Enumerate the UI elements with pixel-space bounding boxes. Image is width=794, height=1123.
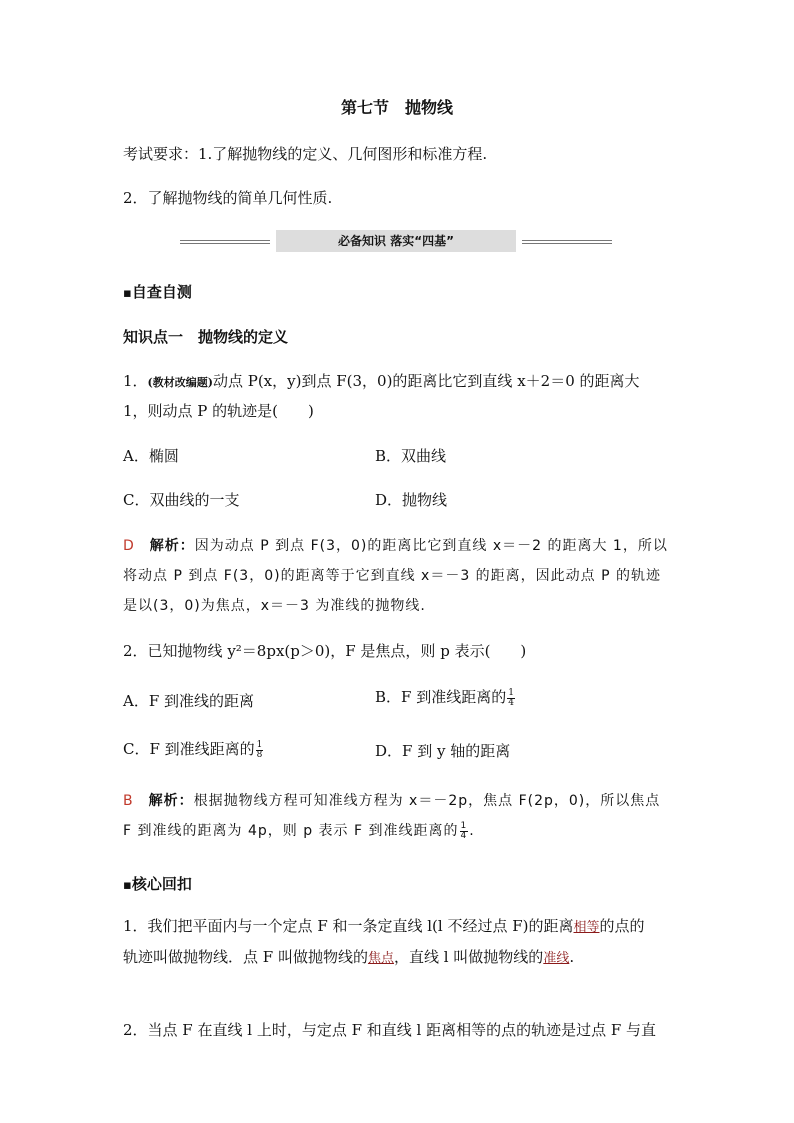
section-core-label: 核心回扣 <box>131 875 192 893</box>
question-1-number: 1． <box>123 372 148 390</box>
question-2-option-c-fraction <box>256 741 264 760</box>
question-2-text: 已知抛物线 y²＝8px(p＞0)，F 是焦点，则 p 表示( ) <box>147 642 527 660</box>
core-1-blank-directrix: 准线 <box>543 951 570 966</box>
banner-rule-right <box>522 240 612 244</box>
fraction-numerator: 1 <box>508 687 514 698</box>
question-2-analysis-text-2: F 到准线的距离为 4p，则 p 表示 F 到准线距离的 <box>123 823 459 839</box>
question-1-analysis-line-2: 将动点 P 到点 F(3，0)的距离等于它到直线 x＝－3 的距离，因此动点 P 的轨迹 <box>123 568 662 584</box>
core-1-blank-focus: 焦点 <box>367 951 394 966</box>
fraction-denominator: 4 <box>460 830 468 841</box>
question-2-line <box>123 640 526 661</box>
page-title: 第七节 抛物线 <box>340 98 453 117</box>
core-2-line: 2．当点 F 在直线 l 上时，与定点 F 和直线 l 距离相等的点的轨迹是过点 F 与直 <box>123 1021 657 1039</box>
section-self-check-label: 自查自测 <box>131 283 192 301</box>
question-1-option-d: D．抛物线 <box>375 491 448 509</box>
question-2-analysis-end: . <box>469 823 475 839</box>
core-1-text-2c: . <box>569 948 575 966</box>
core-1-text-1a: 1．我们把平面内与一个定点 F 和一条定直线 l(l 不经过点 F)的距离 <box>123 917 574 935</box>
fraction-denominator: 4 <box>508 697 514 708</box>
question-1-line-1 <box>123 370 640 391</box>
requirement-line-2: 2．了解抛物线的简单几何性质. <box>123 189 333 207</box>
banner-rule-left <box>180 240 270 244</box>
question-1-analysis-text-1: 因为动点 P 到点 F(3，0)的距离比它到直线 x＝－2 的距离大 1，所以 <box>194 538 668 554</box>
section-core <box>123 873 192 894</box>
core-1-text-1b: 的点的 <box>599 917 645 935</box>
question-2-analysis-fraction <box>460 822 469 841</box>
question-1-analysis-label: 解析： <box>149 538 195 554</box>
question-1-line-2: 1，则动点 P 的轨迹是( ) <box>123 402 314 420</box>
core-1-line-1 <box>123 915 645 936</box>
fraction-numerator: 1 <box>460 820 468 831</box>
section-marker-icon: ▪ <box>123 286 132 301</box>
banner-label: 必备知识 落实“四基” <box>276 230 516 252</box>
question-1-analysis-line-1 <box>123 535 668 555</box>
fraction-numerator: 1 <box>256 739 263 750</box>
question-1-option-b: B．双曲线 <box>375 447 447 465</box>
question-2-option-c <box>123 738 264 760</box>
question-2-option-b-text: B．F 到准线距离的 <box>375 688 507 706</box>
knowledge-point-heading: 知识点一 抛物线的定义 <box>123 328 289 346</box>
core-1-line-2 <box>123 946 574 967</box>
section-self-check <box>123 281 192 302</box>
question-2-option-b-fraction <box>507 689 515 708</box>
question-2-analysis-text-1: 根据抛物线方程可知准线方程为 x＝－2p，焦点 F(2p，0)，所以焦点 <box>193 793 661 809</box>
core-1-blank-equal: 相等 <box>573 920 600 935</box>
question-1-option-c: C．双曲线的一支 <box>123 491 240 509</box>
question-2-option-c-text: C．F 到准线距离的 <box>123 740 255 758</box>
requirement-line-1: 考试要求：1.了解抛物线的定义、几何图形和标准方程. <box>123 145 488 163</box>
question-2-analysis-line-2 <box>123 820 475 841</box>
section-banner <box>180 230 612 252</box>
question-1-answer: D <box>123 538 135 554</box>
question-1-analysis-line-3: 是以(3，0)为焦点，x＝－3 为准线的抛物线. <box>123 598 426 614</box>
core-1-text-2a: 轨迹叫做抛物线．点 F 叫做抛物线的 <box>123 948 368 966</box>
question-1-option-a: A．椭圆 <box>123 447 179 465</box>
question-1-text: 动点 P(x，y)到点 F(3，0)的距离比它到直线 x＋2＝0 的距离大 <box>212 372 640 390</box>
section-marker-icon: ▪ <box>123 878 132 893</box>
question-2-number: 2． <box>123 642 148 660</box>
question-2-option-a: A．F 到准线的距离 <box>123 692 255 710</box>
question-2-option-d: D．F 到 y 轴的距离 <box>375 742 511 760</box>
fraction-denominator: 8 <box>256 749 263 760</box>
question-2-answer: B <box>123 793 134 809</box>
question-1-tag: (教材改编题) <box>147 376 213 389</box>
question-2-analysis-line-1 <box>123 790 660 810</box>
question-2-option-b <box>375 686 516 708</box>
question-2-analysis-label: 解析： <box>148 793 194 809</box>
core-1-text-2b: ，直线 l 叫做抛物线的 <box>393 948 544 966</box>
